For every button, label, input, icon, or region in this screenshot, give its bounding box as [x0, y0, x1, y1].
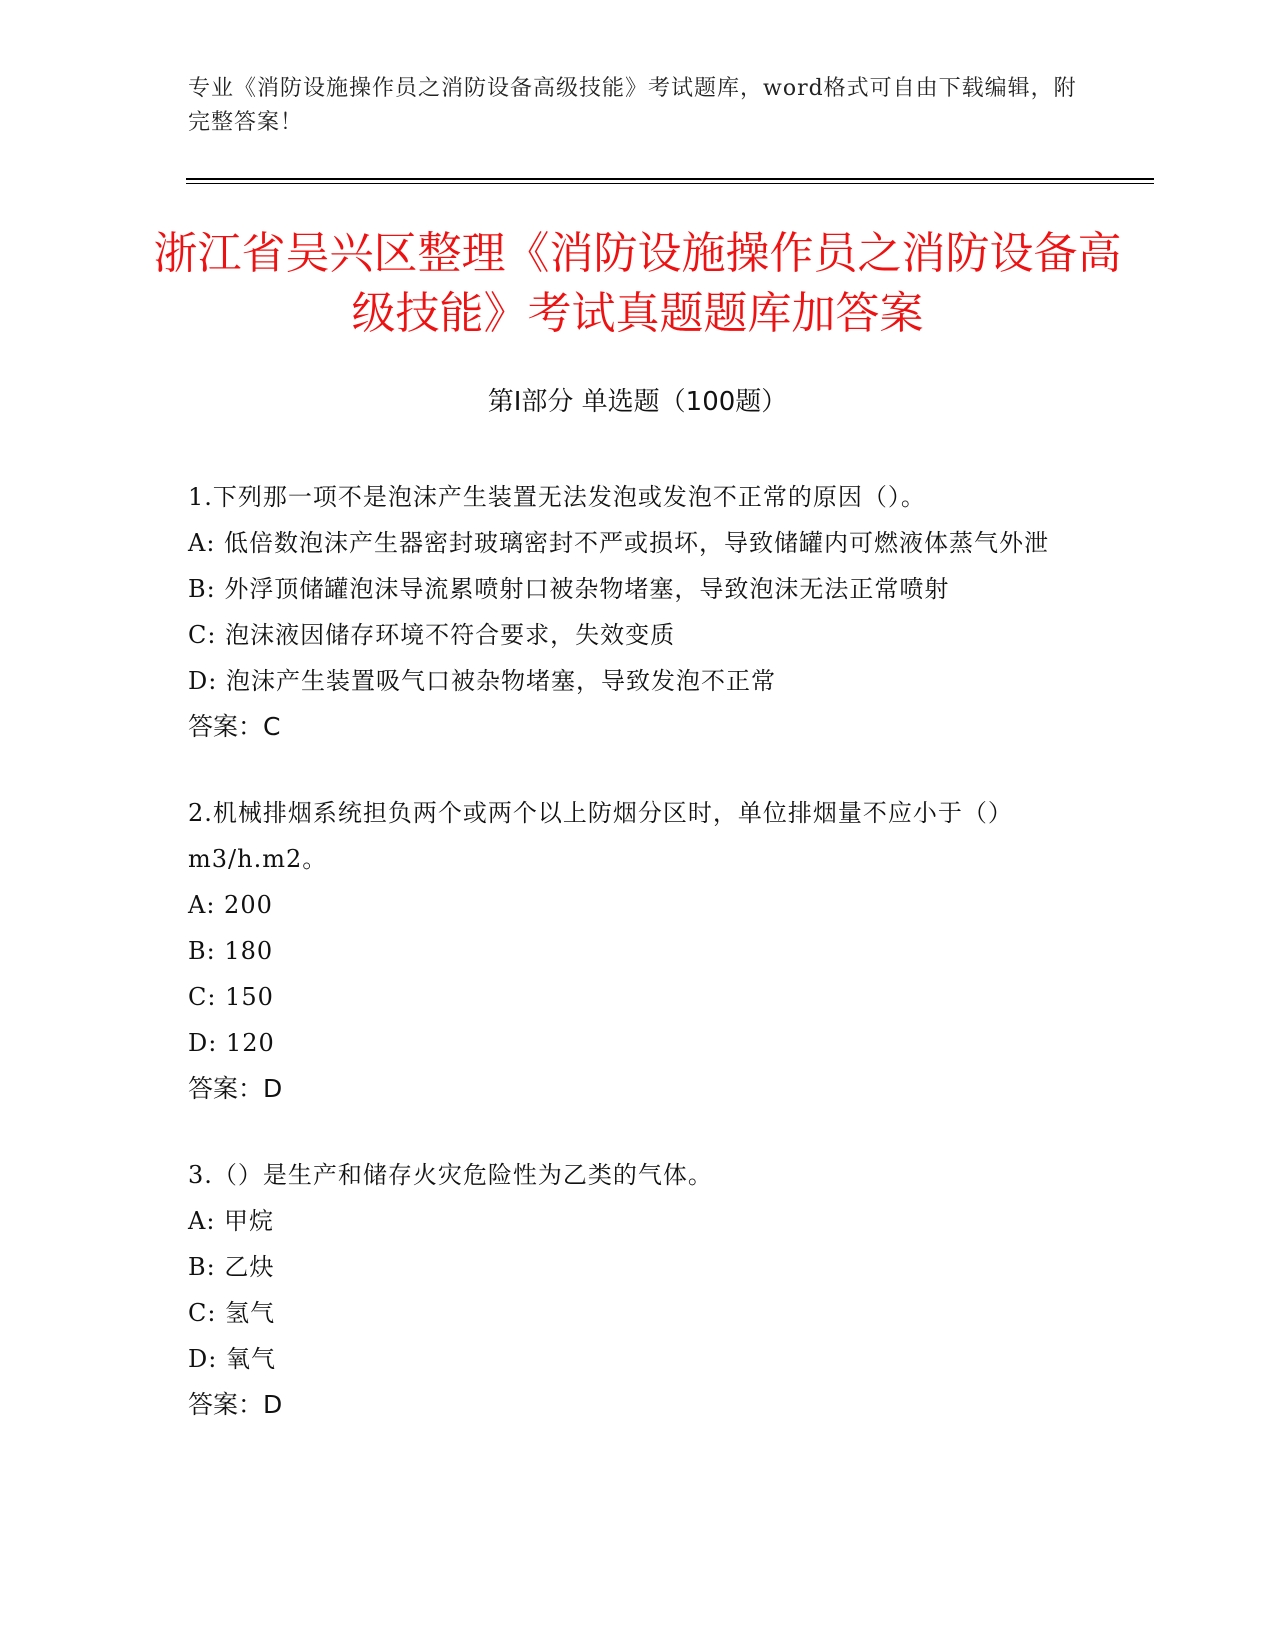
option-a: A: 200 — [188, 891, 273, 919]
document-title: 浙江省吴兴区整理《消防设施操作员之消防设备高级技能》考试真题题库加答案 — [153, 228, 1122, 339]
option-c: C: 泡沫液因储存环境不符合要求，失效变质 — [188, 621, 676, 649]
header-divider-thin — [186, 183, 1154, 184]
option-d: D: 氧气 — [188, 1345, 276, 1373]
answer: 答案：D — [188, 1390, 283, 1419]
option-d: D: 120 — [188, 1029, 275, 1057]
answer: 答案：C — [188, 712, 281, 741]
question-list — [188, 474, 1088, 1468]
question-3 — [188, 1152, 1088, 1428]
answer: 答案：D — [188, 1074, 283, 1103]
header-note: 专业《消防设施操作员之消防设备高级技能》考试题库，word格式可自由下载编辑，附完整答案！ — [188, 76, 1077, 135]
option-a: A: 低倍数泡沫产生器密封玻璃密封不严或损坏，导致储罐内可燃液体蒸气外泄 — [188, 529, 1050, 557]
header-divider-thick — [186, 178, 1154, 180]
question-1 — [188, 474, 1088, 750]
question-stem: 2.机械排烟系统担负两个或两个以上防烟分区时，单位排烟量不应小于（）m3/h.m2。 — [188, 799, 1013, 873]
option-c: C: 150 — [188, 983, 274, 1011]
question-stem: 3.（）是生产和储存火灾危险性为乙类的气体。 — [188, 1161, 713, 1189]
option-a: A: 甲烷 — [188, 1207, 275, 1235]
question-stem: 1.下列那一项不是泡沫产生装置无法发泡或发泡不正常的原因（）。 — [188, 483, 926, 511]
question-2 — [188, 790, 1088, 1112]
option-b: B: 乙炔 — [188, 1253, 275, 1281]
option-b: B: 外浮顶储罐泡沫导流累喷射口被杂物堵塞，导致泡沫无法正常喷射 — [188, 575, 950, 603]
option-c: C: 氢气 — [188, 1299, 276, 1327]
option-b: B: 180 — [188, 937, 274, 965]
option-d: D: 泡沫产生装置吸气口被杂物堵塞，导致发泡不正常 — [188, 667, 776, 695]
section-title: 第Ⅰ部分 单选题（100题） — [487, 387, 788, 417]
